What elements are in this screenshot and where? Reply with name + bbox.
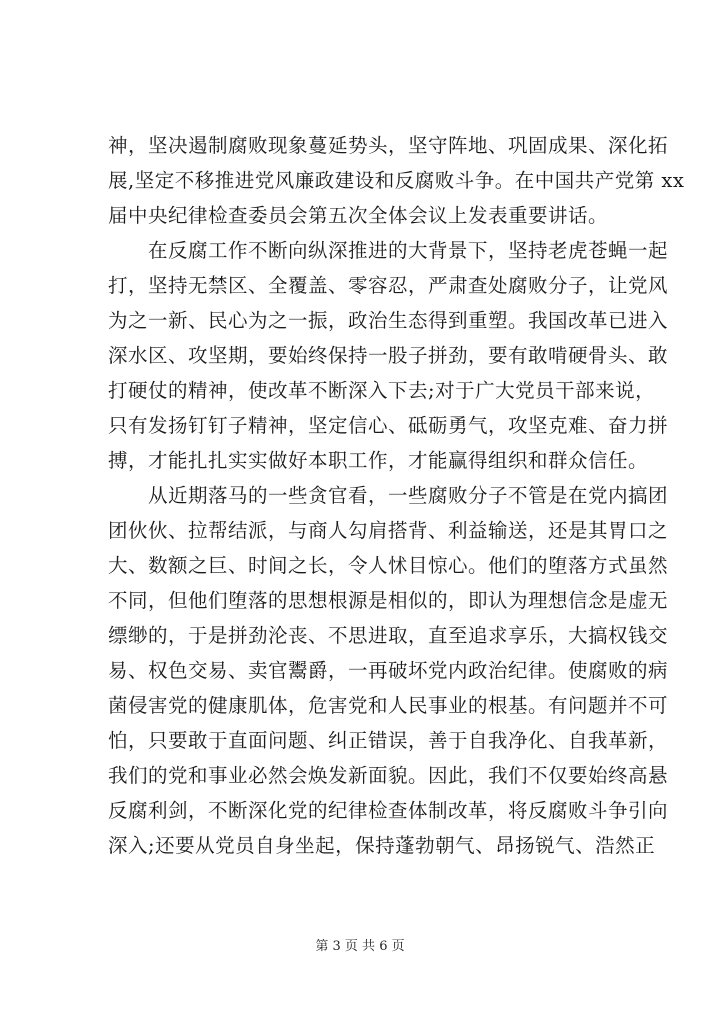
paragraph-2-line-7: 搏，才能扎扎实实做好本职工作，才能赢得组织和群众信任。 xyxy=(108,449,649,472)
paragraph-3-line-8: 怕，只要敢于直面问题、纠正错误，善于自我净化、自我革新， xyxy=(108,729,669,752)
paragraph-3-line-9: 我们的党和事业必然会焕发新面貌。因此，我们不仅要始终高悬 xyxy=(108,764,669,787)
paragraph-3-line-3: 大、数额之巨、时间之长，令人怵目惊心。他们的堕落方式虽然 xyxy=(108,554,669,577)
paragraph-2-line-4: 深水区、攻坚期，要始终保持一股子拼劲，要有敢啃硬骨头、敢 xyxy=(108,344,669,367)
paragraph-2-line-1: 在反腐工作不断向纵深推进的大背景下，坚持老虎苍蝇一起 xyxy=(148,239,669,262)
page-number-footer: 第 3 页 共 6 页 xyxy=(315,939,405,954)
paragraph-2-line-2: 打，坚持无禁区、全覆盖、零容忍，严肃查处腐败分子，让党风 xyxy=(108,274,669,297)
paragraph-3-line-7: 菌侵害党的健康肌体，危害党和人民事业的根基。有问题并不可 xyxy=(108,694,669,717)
paragraph-3-line-11: 深入;还要从党员自身坐起，保持蓬勃朝气、昂扬锐气、浩然正 xyxy=(108,834,656,857)
paragraph-3-line-5: 缥缈的，于是拼劲沦丧、不思进取，直至追求享乐，大搞权钱交 xyxy=(108,624,669,647)
paragraph-3-line-6: 易、权色交易、卖官鬻爵，一再破坏党内政治纪律。使腐败的病 xyxy=(108,659,669,682)
paragraph-3-line-1: 从近期落马的一些贪官看，一些腐败分子不管是在党内搞团 xyxy=(148,484,669,507)
paragraph-1-line-2: 展,坚定不移推进党风廉政建设和反腐败斗争。在中国共产党第 xx xyxy=(108,169,685,192)
paragraph-3-line-4: 不同，但他们堕落的思想根源是相似的，即认为理想信念是虚无 xyxy=(108,589,669,612)
paragraph-2-line-3: 为之一新、民心为之一振，政治生态得到重塑。我国改革已进入 xyxy=(108,309,669,332)
paragraph-1-line-1: 神，坚决遏制腐败现象蔓延势头，坚守阵地、巩固成果、深化拓 xyxy=(108,134,669,157)
paragraph-2-line-6: 只有发扬钉钉子精神，坚定信心、砥砺勇气，攻坚克难、奋力拼 xyxy=(108,414,669,437)
document-body xyxy=(108,128,685,863)
paragraph-2-line-5: 打硬仗的精神，使改革不断深入下去;对于广大党员干部来说， xyxy=(108,379,656,402)
paragraph-3-line-10: 反腐利剑，不断深化党的纪律检查体制改革，将反腐败斗争引向 xyxy=(108,799,669,822)
paragraph-1-line-3: 届中央纪律检查委员会第五次全体会议上发表重要讲话。 xyxy=(108,204,609,227)
paragraph-3-line-2: 团伙伙、拉帮结派，与商人勾肩搭背、利益输送，还是其胃口之 xyxy=(108,519,669,542)
